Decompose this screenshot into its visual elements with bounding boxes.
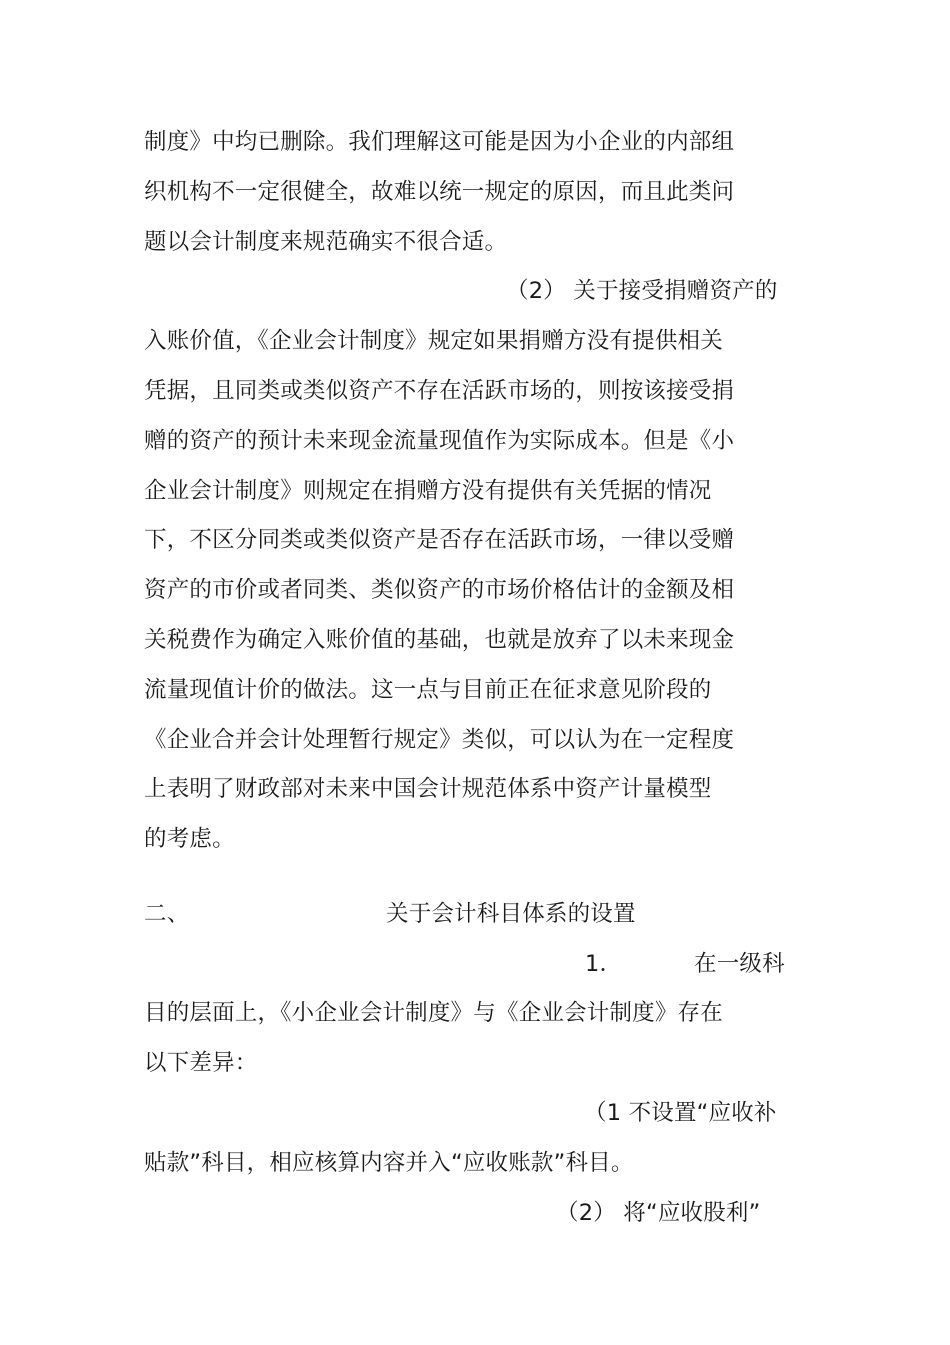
body-line-14: 上表明了财政部对未来中国会计规范体系中资产计量模型 [144,776,712,802]
body-line-7: 赠的资产的预计未来现金流量现值作为实际成本。但是《小 [144,428,735,454]
sub-item-1-continuation: 贴款”科目，相应核算内容并入“应收账款”科目。 [144,1150,634,1176]
sub-item-1-heading: （1 不设置“应收补 [584,1100,777,1126]
body-line-3: 题以会计制度来规范确实不很合适。 [144,229,508,255]
sub-item-2-heading: （2） 将“应收股利” [556,1200,761,1226]
body-line-10: 资产的市价或者同类、类似资产的市场价格估计的金额及相 [144,577,735,603]
body-line-2: 织机构不一定很健全，故难以统一规定的原因，而且此类问 [144,179,735,205]
body-line-5: 入账价值，《企业会计制度》规定如果捐赠方没有提供相关 [144,328,723,354]
body-line-13: 《企业合并会计处理暂行规定》类似，可以认为在一定程度 [144,727,735,753]
section-number: 二、 [144,901,190,927]
body-line-15: 的考虑。 [144,826,235,852]
item-1-text: 在一级科 [694,951,785,977]
body-line-6: 凭据，且同类或类似资产不存在活跃市场的，则按该接受捐 [144,378,735,404]
body-line-12: 流量现值计价的做法。这一点与目前正在征求意见阶段的 [144,677,712,703]
body-line-16: 目的层面上，《小企业会计制度》与《企业会计制度》存在 [144,1000,723,1026]
section-title: 关于会计科目体系的设置 [386,901,636,927]
body-line-17: 以下差异： [144,1050,258,1076]
body-line-11: 关税费作为确定入账价值的基础，也就是放弃了以未来现金 [144,627,735,653]
body-line-9: 下，不区分同类或类似资产是否存在活跃市场，一律以受赠 [144,527,735,553]
item-2-heading: （2） 关于接受捐赠资产的 [506,278,778,304]
item-1-number: 1． [585,951,623,977]
body-line-8: 企业会计制度》则规定在捐赠方没有提供有关凭据的情况 [144,478,712,504]
body-line-1: 制度》中均已删除。我们理解这可能是因为小企业的内部组 [144,129,735,155]
